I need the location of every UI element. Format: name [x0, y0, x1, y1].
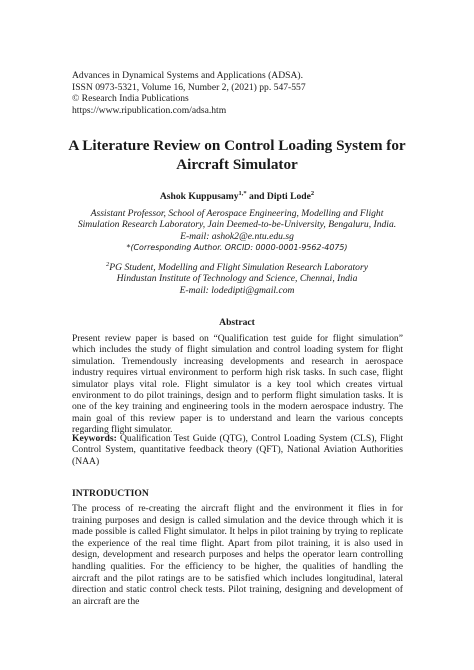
- journal-header: [72, 70, 412, 116]
- abstract-text: Present review paper is based on “Qualification test guide for flight simulation” which includes the study of flight simulation and control loading system for flight simulation. Tremendously increasing developments and research in aerospace industry requires virtual environment to perform high risk tasks. In such case, flight simulator plays vital role. Flight simulator is a key tool which creates virtual environment to do pilot trainings, design and to perform flight simulation tasks. It is one of the key training and engineering tools in the modern aerospace industry. The main goal of this review paper is to understand and learn the various concepts regarding flight simulator.: [72, 333, 403, 436]
- author-list: [40, 191, 434, 202]
- paper-title: [40, 136, 434, 174]
- affiliation-2: [60, 262, 414, 296]
- affiliation-1-email: E-mail: ashok2@e.ntu.edu.sg: [180, 230, 294, 242]
- author-2: Dipti Lode: [266, 191, 311, 202]
- title-line-1: A Literature Review on Control Loading System for: [68, 137, 406, 154]
- author-connector: and: [246, 191, 267, 202]
- author-2-affil-mark: 2: [310, 189, 315, 197]
- affiliation-1-line-2: Simulation Research Laboratory, Jain Deemed-to-be-University, Bengaluru, India.: [77, 219, 397, 231]
- affiliation-2-email: E-mail: lodedipti@gmail.com: [179, 284, 295, 296]
- affiliation-2-mark: 2: [106, 260, 110, 268]
- journal-issn: ISSN 0973-5321, Volume 16, Number 2, (2021) pp. 547-557: [72, 81, 306, 93]
- journal-publisher: © Research India Publications: [72, 93, 189, 105]
- corresponding-author-orcid: *(Corresponding Author. ORCID: 0000-0001-9562-4075): [126, 242, 348, 252]
- introduction-heading: INTRODUCTION: [72, 488, 149, 499]
- affiliation-1: [60, 208, 414, 253]
- journal-url: https://www.ripublication.com/adsa.htm: [72, 104, 227, 116]
- abstract-heading: Abstract: [219, 317, 255, 328]
- title-line-2: Aircraft Simulator: [176, 156, 298, 173]
- introduction-text: The process of re-creating the aircraft flight and the environment it flies in for training purposes and design is called simulation and the device through which it is made possible is called Flight simulator. It helps in pilot training by trying to replicate the experience of the real time flight. Apart from pilot training, it is also used in design, development and research purposes and helps the operator learn controlling handling qualities. For the efficiency to be higher, the qualities of handling the aircraft and the pilot ratings are to be satisfied which includes longitudinal, lateral direction and static control check tests. Pilot training, designing and development of an aircraft are the: [72, 503, 403, 607]
- affiliation-2-line-2: Hindustan Institute of Technology and Science, Chennai, India: [116, 273, 358, 285]
- journal-name: Advances in Dynamical Systems and Applications (ADSA).: [72, 70, 304, 81]
- author-1: Ashok Kuppusamy: [159, 191, 239, 202]
- affiliation-2-line-1: PG Student, Modelling and Flight Simulation Research Laboratory: [109, 262, 368, 273]
- keywords-paragraph: [72, 433, 403, 467]
- affiliation-1-line-1: Assistant Professor, School of Aerospace Engineering, Modelling and Flight: [90, 208, 384, 219]
- author-1-affil-mark: 1,*: [238, 189, 247, 197]
- keywords-text: Qualification Test Guide (QTG), Control Loading System (CLS), Flight Control System, quantitative feedback theory (QFT), National Aviation Authorities (NAA): [72, 433, 403, 467]
- keywords-label: Keywords:: [72, 433, 117, 444]
